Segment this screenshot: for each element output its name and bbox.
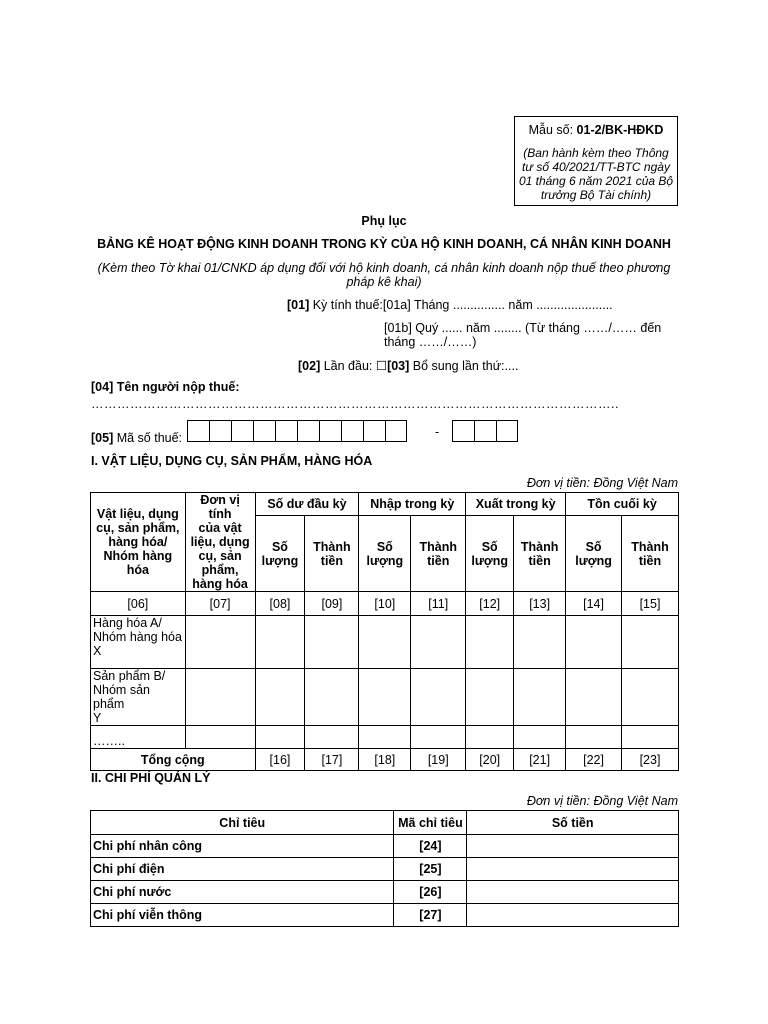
column-code: [07] bbox=[185, 592, 255, 616]
header-unit: Đơn vị tính của vật liệu, dụng cụ, sản phẩm, hàng hóa bbox=[185, 493, 255, 592]
taxpayer-name-field[interactable]: ………………………………………………………………………………………………………….. bbox=[91, 397, 619, 411]
tax-code-dash: - bbox=[435, 425, 440, 439]
total-label: Tổng cộng bbox=[91, 749, 256, 771]
first-time-line: [02] Lần đầu: ☐[03] Bổ sung lần thứ:.... bbox=[298, 359, 519, 373]
header-item: Vật liệu, dụng cụ, sản phẩm, hàng hóa/ Nhóm hàng hóa bbox=[91, 493, 186, 592]
table-row bbox=[91, 726, 679, 749]
form-issuance-note: (Ban hành kèm theo Thông tư số 40/2021/TT-BTC ngày 01 tháng 6 năm 2021 của Bộ trưởng Bộ Tài chính) bbox=[518, 146, 674, 202]
row-label: Chi phí viễn thông bbox=[91, 904, 394, 927]
tax-period-line: [01] Kỳ tính thuế:[01a] Tháng ............... năm ...................... bbox=[287, 298, 613, 312]
column-code: [20] bbox=[466, 749, 514, 771]
header-indicator: Chỉ tiêu bbox=[91, 811, 394, 835]
header-opening-balance: Số dư đầu kỳ bbox=[255, 493, 359, 516]
column-code: [06] bbox=[91, 592, 186, 616]
table-row bbox=[91, 669, 679, 726]
column-code: [10] bbox=[359, 592, 411, 616]
first-time-checkbox[interactable]: ☐ bbox=[375, 359, 388, 373]
total-row bbox=[91, 749, 679, 771]
row-label: Chi phí điện bbox=[91, 858, 394, 881]
header-amount: Thành tiền bbox=[622, 516, 679, 592]
row-code: [27] bbox=[394, 904, 467, 927]
column-code: [23] bbox=[622, 749, 679, 771]
table-row bbox=[91, 881, 679, 904]
table-row bbox=[91, 835, 679, 858]
header-qty: Số lượng bbox=[566, 516, 622, 592]
header-amount: Thành tiền bbox=[514, 516, 566, 592]
header-qty: Số lượng bbox=[359, 516, 411, 592]
header-amount: Số tiền bbox=[467, 811, 679, 835]
table-row bbox=[91, 616, 679, 669]
header-closing-stock: Tồn cuối kỳ bbox=[566, 493, 679, 516]
header-qty: Số lượng bbox=[255, 516, 305, 592]
column-code: [22] bbox=[566, 749, 622, 771]
column-code: [13] bbox=[514, 592, 566, 616]
column-code: [09] bbox=[305, 592, 359, 616]
row-code: [24] bbox=[394, 835, 467, 858]
form-code-box bbox=[514, 116, 678, 206]
row-code: [25] bbox=[394, 858, 467, 881]
column-code: [17] bbox=[305, 749, 359, 771]
row-label: …….. bbox=[91, 726, 186, 749]
inventory-table bbox=[90, 492, 679, 771]
amount-cell[interactable] bbox=[467, 835, 679, 858]
section2-title: II. CHI PHÍ QUẢN LÝ bbox=[91, 771, 211, 785]
header-amount: Thành tiền bbox=[411, 516, 466, 592]
row-label: Sản phẩm B/ Nhóm sản phẩm Y bbox=[91, 669, 186, 726]
column-code: [14] bbox=[566, 592, 622, 616]
tax-period-quarter: [01b] Quý ...... năm ........ (Từ tháng ……/…… đến tháng ……/……) bbox=[384, 321, 662, 349]
section1-title: I. VẬT LIỆU, DỤNG CỤ, SẢN PHẨM, HÀNG HÓA bbox=[91, 454, 373, 468]
section2-unit: Đơn vị tiền: Đồng Việt Nam bbox=[526, 794, 678, 808]
column-code: [11] bbox=[411, 592, 466, 616]
column-code: [15] bbox=[622, 592, 679, 616]
document-title: BẢNG KÊ HOẠT ĐỘNG KINH DOANH TRONG KỲ CỦA HỘ KINH DOANH, CÁ NHÂN KINH DOANH bbox=[97, 237, 671, 251]
amount-cell[interactable] bbox=[467, 881, 679, 904]
column-code: [21] bbox=[514, 749, 566, 771]
table-row bbox=[91, 904, 679, 927]
tax-code-suffix-boxes[interactable] bbox=[452, 420, 518, 442]
header-qty: Số lượng bbox=[466, 516, 514, 592]
tax-code-label: [05] Mã số thuế: bbox=[91, 431, 183, 445]
form-code: Mẫu số: 01-2/BK-HĐKD bbox=[528, 123, 664, 137]
row-label: Chi phí nước bbox=[91, 881, 394, 904]
management-cost-table bbox=[90, 810, 679, 927]
header-indicator-code: Mã chỉ tiêu bbox=[394, 811, 467, 835]
amount-cell[interactable] bbox=[467, 858, 679, 881]
header-imports: Nhập trong kỳ bbox=[359, 493, 466, 516]
header-amount: Thành tiền bbox=[305, 516, 359, 592]
row-label: Chi phí nhân công bbox=[91, 835, 394, 858]
document-subtitle: (Kèm theo Tờ khai 01/CNKD áp dụng đối với hộ kinh doanh, cá nhân kinh doanh nộp thuế theo phương pháp kê khai) bbox=[97, 261, 671, 289]
column-code: [16] bbox=[255, 749, 305, 771]
section1-unit: Đơn vị tiền: Đồng Việt Nam bbox=[526, 476, 678, 490]
column-code: [19] bbox=[411, 749, 466, 771]
row-label: Hàng hóa A/ Nhóm hàng hóa X bbox=[91, 616, 186, 669]
taxpayer-name-label: [04] Tên người nộp thuế: bbox=[91, 380, 240, 394]
amount-cell[interactable] bbox=[467, 904, 679, 927]
column-code: [08] bbox=[255, 592, 305, 616]
header-exports: Xuất trong kỳ bbox=[466, 493, 566, 516]
column-code: [12] bbox=[466, 592, 514, 616]
table-row bbox=[91, 858, 679, 881]
tax-code-boxes[interactable] bbox=[187, 420, 407, 442]
appendix-heading: Phụ lục bbox=[361, 214, 407, 228]
row-code: [26] bbox=[394, 881, 467, 904]
column-code: [18] bbox=[359, 749, 411, 771]
